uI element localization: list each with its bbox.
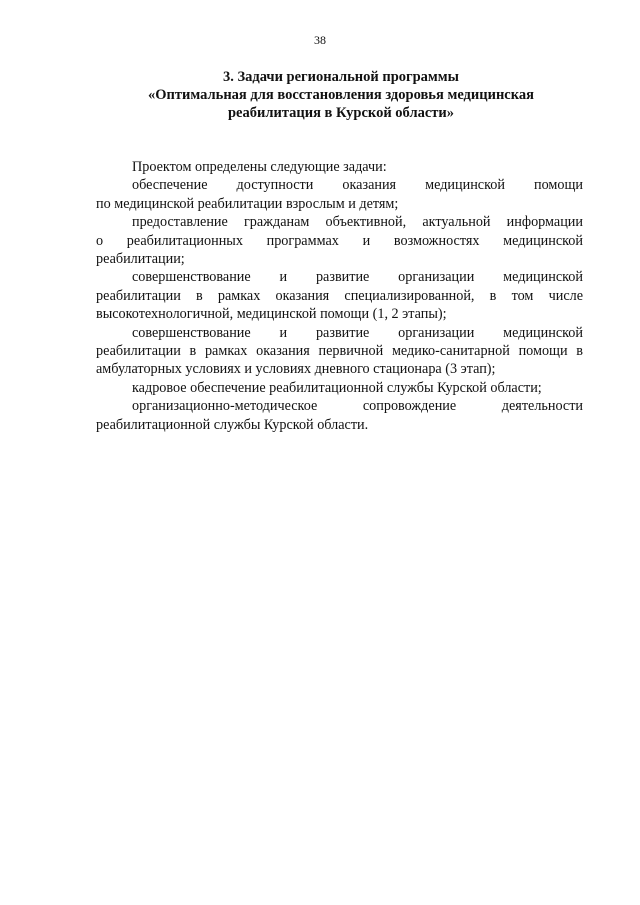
page-number: 38: [314, 33, 326, 47]
task-1-line-1: обеспечение доступности оказания медицинской помощи: [132, 177, 583, 194]
task-4-line-1: совершенствование и развитие организации медицинской: [132, 324, 583, 341]
task-paragraph-1: [96, 176, 583, 213]
task-paragraph-6: [96, 397, 583, 434]
task-3-line-2: реабилитации в рамках оказания специализированной, в том числе: [96, 287, 583, 304]
task-2-line-2: о реабилитационных программах и возможностях медицинской: [96, 232, 583, 249]
heading-line-1: 3. Задачи региональной программы: [222, 69, 459, 85]
task-4-line-2: реабилитации в рамках оказания первичной медико-санитарной помощи в: [96, 343, 583, 360]
section-heading: [96, 68, 586, 122]
task-paragraph-2: [96, 213, 583, 268]
task-5-line-1: кадровое обеспечение реабилитационной службы Курской области;: [132, 379, 542, 396]
task-paragraph-3: [96, 268, 583, 323]
intro-line: Проектом определены следующие задачи:: [132, 159, 387, 175]
intro-paragraph: [96, 158, 583, 176]
heading-line-2: «Оптимальная для восстановления здоровья медицинская: [148, 87, 534, 103]
task-paragraph-4: [96, 324, 583, 379]
task-3-line-3: высокотехнологичной, медицинской помощи (1, 2 этапы);: [96, 306, 447, 323]
heading-line-3: реабилитация в Курской области»: [227, 105, 454, 121]
task-6-line-1: организационно-методическое сопровождение деятельности: [132, 398, 583, 415]
document-body: [96, 158, 583, 434]
task-6-line-2: реабилитационной службы Курской области.: [96, 416, 369, 433]
task-2-line-1: предоставление гражданам объективной, актуальной информации: [132, 214, 583, 231]
task-2-line-3: реабилитации;: [96, 251, 185, 268]
task-1-line-2: по медицинской реабилитации взрослым и детям;: [96, 195, 399, 212]
task-paragraph-5: [96, 379, 583, 397]
task-3-line-1: совершенствование и развитие организации медицинской: [132, 269, 583, 286]
task-4-line-3: амбулаторных условиях и условиях дневного стационара (3 этап);: [96, 361, 496, 378]
